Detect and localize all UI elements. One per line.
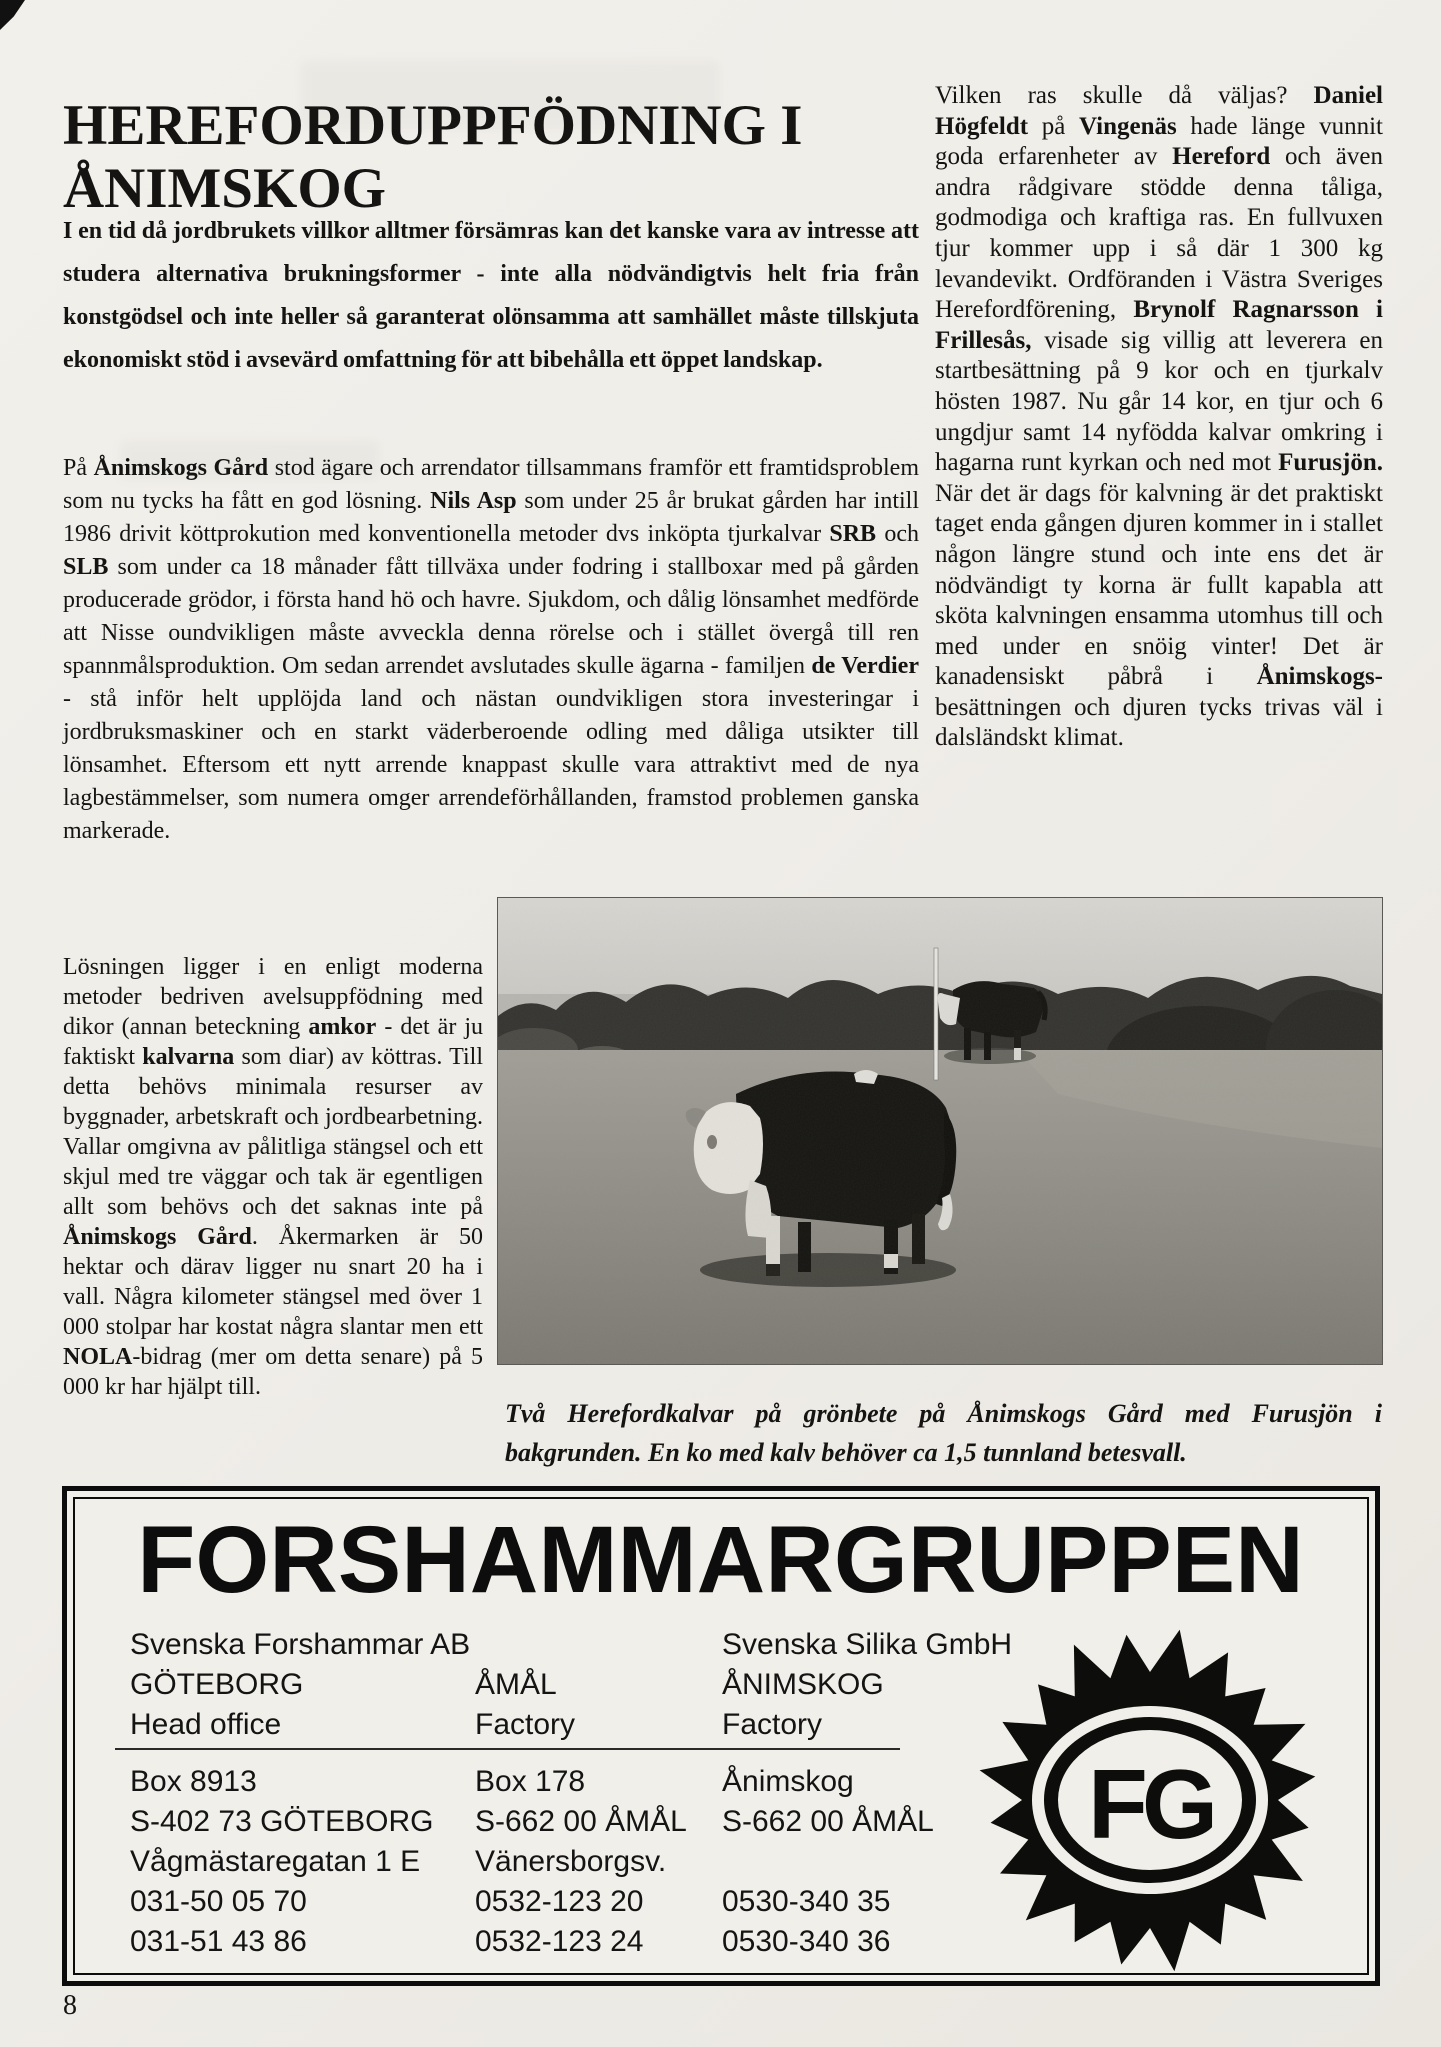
ad-address-line: Vågmästaregatan 1 E xyxy=(130,1845,421,1878)
lead-paragraph: I en tid då jordbrukets villkor alltmer försämras kan det kanske vara av intresse att studera alternativa brukningsformer - inte alla nödvändigtvis helt fria från konstgödsel och inte heller så garanterat olönsamma att samhället måste tillskjuta ekonomiskt stöd i avsevärd omfattning för att bibehålla ett öppet landskap. xyxy=(63,218,919,373)
photo-grain xyxy=(498,898,1382,1364)
ad-city: ÅNIMSKOG xyxy=(722,1668,884,1701)
ad-company-name xyxy=(475,1625,575,1665)
article-title xyxy=(63,94,923,220)
ad-company-name: Svenska Silika GmbH xyxy=(722,1628,1013,1661)
forshammar-sun-logo xyxy=(975,1625,1325,1975)
right-column-text: Vilken ras skulle då väljas? Daniel Högfeldt på Vingenäs hade länge vunnit goda erfarenheter av Hereford och även andra rådgivare stödde denna tåliga, godmodiga och kraftiga ras. En fullvuxen tjur kommer upp i så där 1 300 kg levandevikt. Ordföranden i Västra Sveriges Herefordförening, Brynolf Ragnarsson i Frillesås, visade sig villig att leverera en startbesättning på 9 kor och en tjurkalv hösten 1987. Nu går 14 kor, en tjur och 6 ungdjur samt 14 nyfödda kalvar omkring i hagarna runt kyrkan och ned mot Furusjön. När det är dags för kalvning är det praktiskt taget enda gången djuren kommer in i stallet någon längre stund och inte ens det är nödvändigt ty korna är fullt kapabla att sköta kalvningen ensamma utomhus till och med under en snöig vinter! Det är kanadensiskt påbrå i Ånimskogs-besättningen och djuren tycks trivas väl i dalsländskt klimat. xyxy=(935,82,1383,752)
ad-address-line: S-662 00 ÅMÅL xyxy=(722,1805,934,1838)
photo-caption: Två Herefordkalvar på grönbete på Ånimskogs Gård med Furusjön i bakgrunden. En ko med kalv behöver ca 1,5 tunnland betesvall. xyxy=(505,1399,1382,1467)
ad-city: ÅMÅL xyxy=(475,1668,557,1701)
ad-company-name: Svenska Forshammar AB xyxy=(130,1628,471,1661)
ad-divider-rule xyxy=(115,1748,900,1750)
ad-phone-number: 0532-123 24 xyxy=(475,1925,644,1958)
ad-phone-number: 031-51 43 86 xyxy=(130,1925,307,1958)
article-title-line1: HEREFORDUPPFÖDNING I xyxy=(63,94,803,158)
photo-illustration xyxy=(498,898,1382,1364)
photo-hereford-calves xyxy=(498,898,1382,1364)
ad-address-line: Box 8913 xyxy=(130,1765,257,1798)
ad-phone-number: 031-50 05 70 xyxy=(130,1885,307,1918)
page-number: 8 xyxy=(63,1990,77,2021)
ad-role: Factory xyxy=(722,1708,823,1741)
ad-address-line: Vänersborgsv. xyxy=(475,1845,667,1878)
ad-role: Factory xyxy=(475,1708,576,1741)
ad-role: Head office xyxy=(130,1708,282,1741)
scan-corner-artifact xyxy=(0,0,25,30)
ad-phone-number: 0530-340 35 xyxy=(722,1885,891,1918)
ad-headline: FORSHAMMARGRUPPEN xyxy=(137,1507,1304,1613)
ad-column-goteborg-header xyxy=(130,1625,470,1745)
ad-column-amal-address xyxy=(475,1762,687,1962)
ad-column-animskog-header xyxy=(722,1625,1012,1745)
ad-address-line: Box 178 xyxy=(475,1765,586,1798)
ad-address-line xyxy=(722,1842,934,1882)
ad-city: GÖTEBORG xyxy=(130,1668,304,1701)
paragraph-solution: Lösningen ligger i en enligt moderna metoder bedriven avelsuppfödning med dikor (annan beteckning amkor - det är ju faktiskt kalvarna som diar) av köttras. Till detta behövs minimala resurser av byggnader, arbetskraft och jordbearbetning. Vallar omgivna av pålitliga stängsel och ett skjul med tre väggar och tak är egentligen allt som behövs och det saknas inte på Ånimskogs Gård. Åkermarken är 50 hektar och därav ligger nu snart 20 ha i vall. Några kilometer stängsel med över 1 000 stolpar har kostat några slantar men ett NOLA-bidrag (mer om detta senare) på 5 000 kr har hjälpt till. xyxy=(63,954,484,1400)
ad-address-line: S-402 73 GÖTEBORG xyxy=(130,1805,434,1838)
ad-address-line: Ånimskog xyxy=(722,1765,854,1798)
ad-phone-number: 0532-123 20 xyxy=(475,1885,644,1918)
paragraph-farm-history: På Ånimskogs Gård stod ägare och arrendator tillsammans framför ett framtidsproblem som nu tycks ha fått en god lösning. Nils Asp som under 25 år brukat gården har intill 1986 drivit köttprokution med konventionella metoder dvs inköpta tjurkalvar SRB och SLB som under ca 18 månader fått tillväxa under fodring i stallboxar med på gården producerade grödor, i första hand hö och havre. Sjukdom, och dålig lönsamhet medförde att Nisse oundvikligen måste avveckla denna rörelse och i stället övergå till ren spannmålsproduktion. Om sedan arrendet avslutades skulle ägarna - familjen de Verdier - stå inför helt upplöjda land och nästan oundvikligen stora investeringar i jordbruksmaskiner och en starkt väderberoende odling med dåliga utsikter till lönsamhet. Eftersom ett nytt arrende knappast skulle vara attraktivt med de nya lagbestämmelser, som numera omger arrendeförhållanden, framstod problemen ganska markerade. xyxy=(63,455,919,844)
ad-phone-number: 0530-340 36 xyxy=(722,1925,891,1958)
article-title-line2: ÅNIMSKOG xyxy=(63,157,387,221)
ad-column-amal-header xyxy=(475,1625,575,1745)
ad-column-goteborg-address xyxy=(130,1762,433,1962)
logo-monogram-fg: FG xyxy=(1087,1749,1213,1859)
ad-column-animskog-address xyxy=(722,1762,934,1962)
ad-address-line: S-662 00 ÅMÅL xyxy=(475,1805,687,1838)
